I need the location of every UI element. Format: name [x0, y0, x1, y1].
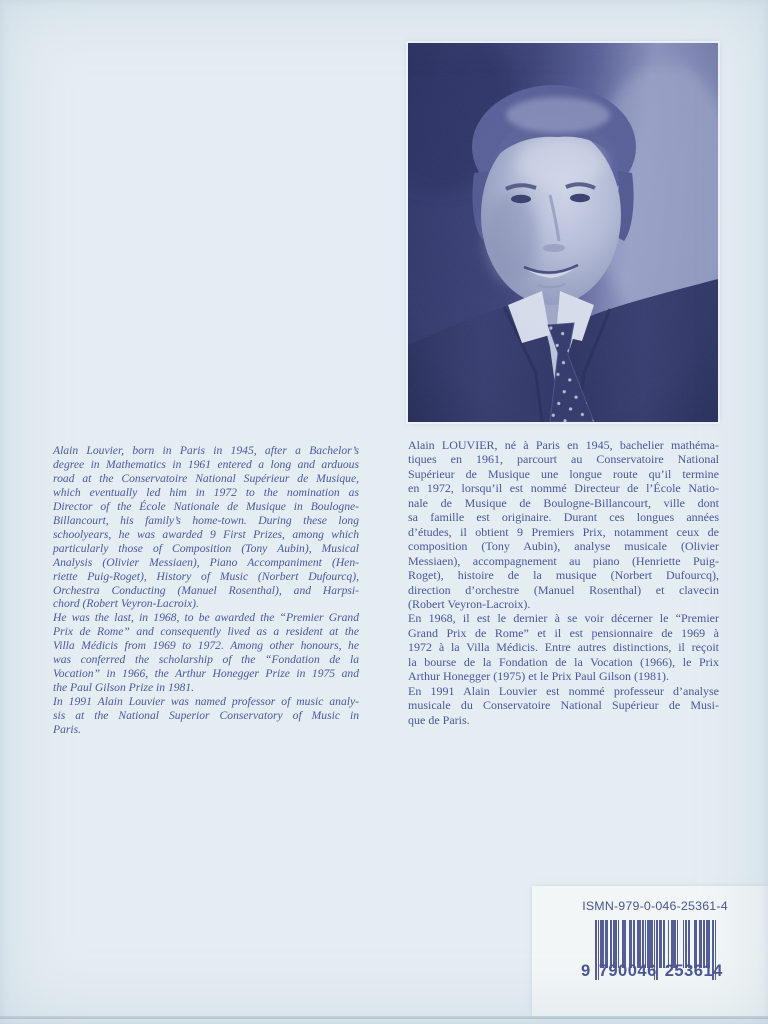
barcode-bar — [703, 920, 705, 968]
barcode-bar — [671, 920, 675, 968]
barcode-bar — [647, 920, 652, 968]
bio-line: En 1991 Alain Louvier est nommé professeur d’analyse — [408, 683, 719, 698]
bio-line: Vocation” in 1966, the Arthur Honegger Prize in 1975 and — [53, 667, 359, 681]
bio-english-column — [53, 444, 359, 737]
bio-line: road at the Conservatoire National Supérieur de Musique, — [53, 471, 359, 485]
bio-line: was conferred the scholarship of the “Fondation de la — [53, 653, 359, 667]
barcode-bar — [633, 920, 635, 968]
bio-line: tiques en 1961, parcourt au Conservatoire National — [408, 452, 719, 467]
bio-line: degree in Mathematics in 1961 entered a long and arduous — [53, 457, 359, 471]
bio-line: In 1991 Alain Louvier was named professor of music analy- — [53, 695, 359, 709]
bio-line: Alain LOUVIER, né à Paris en 1945, bachelier mathéma- — [408, 438, 719, 452]
barcode-bar — [706, 920, 710, 968]
bio-line: Alain Louvier, born in Paris in 1945, after a Bachelor’s — [53, 444, 359, 457]
photo-grain — [408, 43, 718, 422]
bio-line: d’études, il obtient 9 Premiers Prix, notamment ceux de — [408, 524, 719, 539]
barcode-bar — [610, 920, 612, 968]
bio-line: sis at the National Superior Conservatory of Music in — [53, 709, 359, 723]
bio-french-column — [408, 438, 719, 727]
bio-line: He was the last, in 1968, to be awarded the “Premier Grand — [53, 611, 359, 625]
bio-line: Roget), histoire de la musique (Norbert Dufourcq), — [408, 568, 719, 583]
portrait-illustration — [408, 43, 718, 422]
bio-line: Arthur Honegger (1975) et le Prix Paul Gilson (1981). — [408, 669, 669, 684]
barcode-bar — [600, 920, 604, 968]
barcode-bar — [677, 920, 679, 968]
bio-line: the Paul Gilson Prize in 1981. — [53, 681, 195, 695]
bio-line: riette Puig-Roget), History of Music (Norbert Dufourcq), — [53, 569, 359, 583]
bio-line: Prix de Rome” and consequently lived as a resident at the — [53, 625, 359, 639]
barcode-bar — [688, 920, 690, 968]
barcode-bar — [663, 920, 666, 968]
barcode-bar — [622, 920, 626, 968]
barcode-bar — [605, 920, 608, 968]
bio-line: en 1972, lorsqu’il est nommé Directeur de l’École Natio- — [408, 481, 719, 496]
barcode-digits — [581, 962, 723, 981]
bio-line: sa famille est originaire. Durant ces longues années — [408, 510, 719, 525]
bio-line: particularly those of Composition (Tony Aubin), Musical — [53, 541, 359, 555]
bio-line: Messiaen), accompagnement au piano (Henriette Puig- — [408, 553, 719, 568]
barcode-bar — [668, 920, 670, 968]
barcode-bar — [645, 920, 647, 968]
bio-line: Director of the École Nationale de Musique in Boulogne- — [53, 499, 359, 513]
bottom-scan-edge — [0, 1016, 768, 1019]
bio-line: Analysis (Olivier Messiaen), Piano Accompaniment (Hen- — [53, 555, 359, 569]
bio-line: Grand Prix de Rome” et il est pensionnaire de 1969 à — [408, 625, 719, 640]
barcode-bar — [683, 920, 685, 968]
barcode-digit-group: 253614 — [664, 962, 723, 980]
barcode-bar — [685, 920, 687, 968]
bio-line: Orchestra Conducting (Manuel Rosenthal), and Harpsi- — [53, 583, 359, 597]
barcode-digit-group: 790046 — [598, 962, 657, 980]
bio-line: direction d’orchestre (Manuel Rosenthal) et clavecin — [408, 582, 719, 597]
barcode-bar — [629, 920, 632, 968]
bio-line: which eventually led him in 1972 to the nomination as — [53, 485, 359, 499]
bio-line: que de Paris. — [408, 712, 470, 727]
barcode-bar — [659, 920, 662, 968]
bio-line: Supérieur de Musique une longue route qu’il termine — [408, 466, 719, 481]
ismn-number: ISMN-979-0-046-25361-4 — [582, 899, 728, 913]
barcode-bar — [699, 920, 702, 968]
bio-line: 1972 à la Villa Médicis. Entre autres distinctions, il reçoit — [408, 640, 719, 655]
barcode-bar — [694, 920, 697, 968]
bio-line: Billancourt, his family’s home-town. During these long — [53, 513, 359, 527]
bio-line: composition (Tony Aubin), analyse musicale (Olivier — [408, 539, 719, 554]
bio-line: chord (Robert Veyron-Lacroix). — [53, 597, 199, 611]
bio-line: schoolyears, he was awarded 9 First Prizes, among which — [53, 527, 359, 541]
bio-line: la bourse de la Fondation de la Vocation (1966), le Prix — [408, 654, 719, 669]
bio-line: En 1968, il est le dernier à se voir décerner le “Premier — [408, 611, 719, 626]
barcode-bar — [637, 920, 641, 968]
barcode-bar — [642, 920, 644, 968]
bio-line: Paris. — [53, 723, 82, 737]
bio-line: Villa Médicis from 1969 to 1972. Among other honours, he — [53, 639, 359, 653]
barcode-label-box — [532, 886, 768, 1016]
bio-line: nale de Musique de Boulogne-Billancourt, ville dont — [408, 495, 719, 510]
barcode-bar — [613, 920, 617, 968]
bio-line: (Robert Veyron-Lacroix). — [408, 596, 531, 611]
portrait-photo — [408, 43, 718, 422]
bio-line: musicale du Conservatoire National Supérieur de Musi- — [408, 698, 719, 713]
barcode-bar — [618, 920, 620, 968]
barcode-digit-group: 9 — [581, 962, 591, 980]
